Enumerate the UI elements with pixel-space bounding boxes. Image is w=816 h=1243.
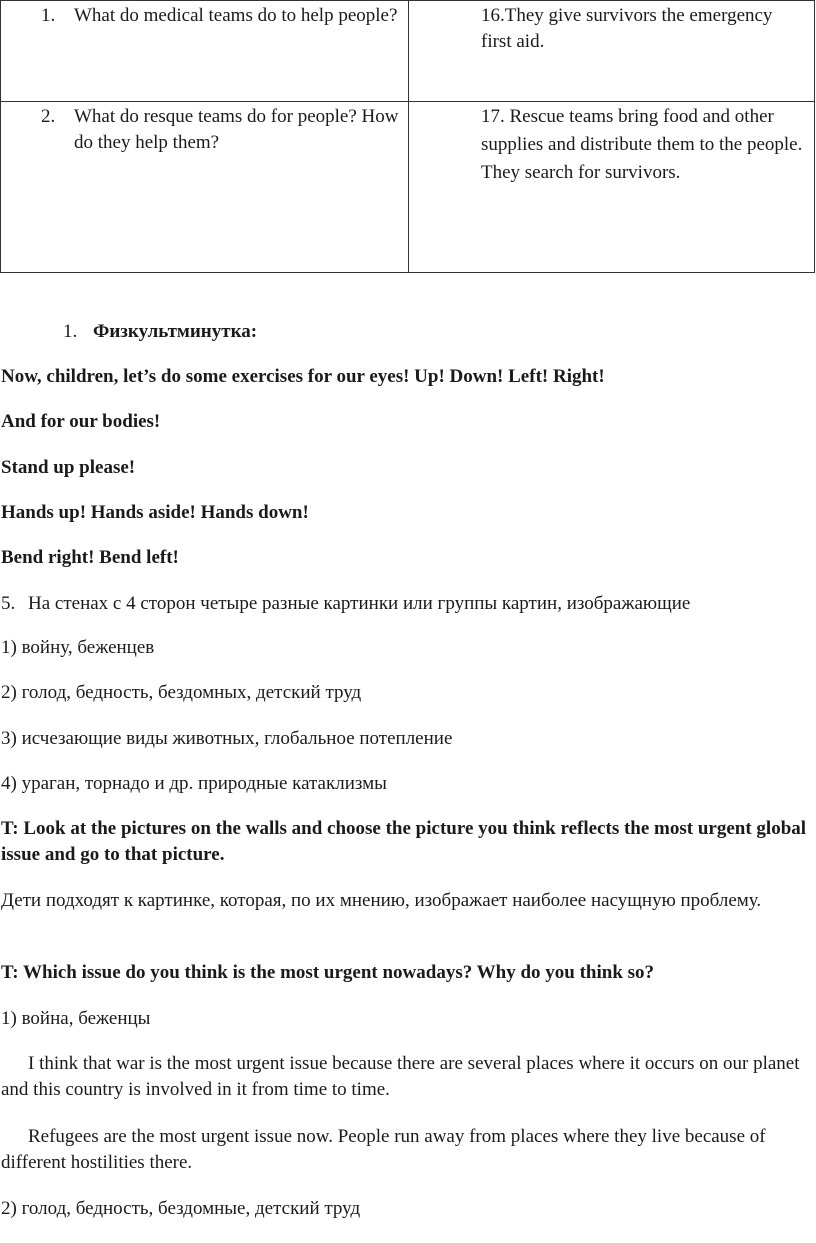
- exercise-line: Bend right! Bend left!: [1, 547, 179, 568]
- answer-paragraph: Refugees are the most urgent issue now. People run away from places where they live because of different hostilities there.: [1, 1126, 766, 1173]
- teacher-question: T: Which issue do you think is the most urgent nowadays? Why do you think so?: [1, 962, 655, 983]
- table-row: [1, 102, 815, 273]
- answer-text: 17. Rescue teams bring food and other supplies and distribute them to the people. They search for survivors.: [481, 106, 803, 183]
- answer-heading: 1) война, беженцы: [1, 1008, 151, 1029]
- topic-item: 2) голод, бедность, бездомных, детский труд: [1, 682, 362, 703]
- section-title: Физкультминутка:: [93, 321, 258, 342]
- exercise-line: Hands up! Hands aside! Hands down!: [1, 502, 309, 523]
- topic-item: 4) ураган, торнадо и др. природные катаклизмы: [1, 773, 387, 794]
- qa-table: [0, 0, 815, 273]
- section-number: 1.: [63, 321, 78, 342]
- question-cell: [1, 102, 409, 273]
- exercise-line: Now, children, let’s do some exercises for our eyes! Up! Down! Left! Right!: [1, 366, 605, 387]
- question-text: What do medical teams do to help people?: [74, 5, 398, 26]
- answer-paragraph: I think that war is the most urgent issue because there are several places where it occurs on our planet and this country is involved in it from time to time.: [1, 1053, 800, 1100]
- topic-item: 1) войну, беженцев: [1, 637, 155, 658]
- teacher-instruction: T: Look at the pictures on the walls and choose the picture you think reflects the most urgent global issue and go to that picture.: [1, 818, 807, 865]
- question-number: 2.: [41, 106, 56, 127]
- task-number: 5.: [1, 593, 16, 614]
- exercise-line: Stand up please!: [1, 457, 136, 478]
- answer-cell: [409, 102, 815, 273]
- question-number: 1.: [41, 5, 56, 26]
- question-cell: [1, 1, 409, 102]
- table-row: [1, 1, 815, 102]
- answer-heading: 2) голод, бедность, бездомные, детский труд: [1, 1198, 361, 1219]
- task-5: [1, 591, 812, 617]
- answer-cell: [409, 1, 815, 102]
- task-text: На стенах с 4 сторон четыре разные картинки или группы картин, изображающие: [28, 593, 691, 614]
- children-note: Дети подходят к картинке, которая, по их мнению, изображает наиболее насущную проблему.: [1, 890, 762, 911]
- answer-text: 16.They give survivors the emergency first aid.: [481, 5, 773, 52]
- section-heading: [63, 319, 812, 345]
- question-text: What do resque teams do for people? How do they help them?: [74, 106, 399, 153]
- topic-item: 3) исчезающие виды животных, глобальное потепление: [1, 728, 453, 749]
- exercise-line: And for our bodies!: [1, 411, 161, 432]
